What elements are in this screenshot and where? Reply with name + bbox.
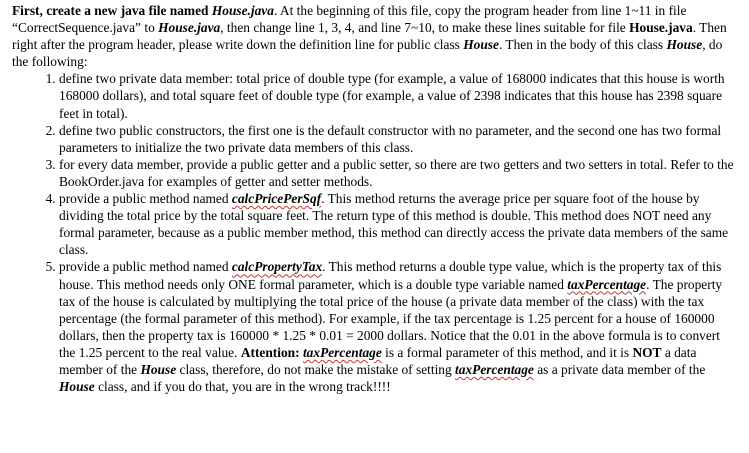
item-text: class, therefore, do not make the mistake of setting	[176, 361, 456, 377]
intro-text-5: . Then in the body of this class	[498, 37, 667, 53]
list-item	[59, 156, 739, 190]
item-text: as a private data member of the	[533, 361, 706, 377]
class-name: House	[140, 361, 177, 377]
list-item	[59, 190, 739, 258]
item-text: . This method returns the average price per square foot of the house by dividing the total price by the total square feet. The return type of this method is double. This method does NOT need any formal parameter, because as a public member method, this method can directly access the private data members of the same class.	[59, 191, 729, 258]
intro-filename: House.java	[158, 20, 221, 36]
instruction-list	[12, 70, 739, 395]
method-name: calcPropertyTax	[231, 259, 323, 275]
list-item	[59, 70, 739, 121]
intro-classname: House	[666, 37, 703, 53]
intro-text-3: , then change line 1, 3, 4, and line 7~10, to make these lines suitable for file	[220, 20, 630, 36]
item-text: define two public constructors, the first one is the default constructor with no parameter, and the second one has two formal parameters to initialize the two private data members of this class.	[59, 122, 722, 155]
intro-lead	[12, 3, 274, 18]
intro-text-6: , do the following:	[12, 37, 723, 70]
parameter-name: taxPercentage	[455, 361, 534, 377]
item-text: for every data member, provide a public getter and a public setter, so there are two getters and two setters in total. Refer to the BookOrder.java for examples of getter and setter methods.	[59, 156, 734, 189]
item-text: define two private data member: total price of double type (for example, a value of 168000 indicates that this house is worth 168000 dollars), and total square feet of double type (for example, a value of 2398 indicates that this house has 2398 square feet in total).	[59, 71, 725, 121]
item-text: . The property tax of the house is calculated by multiplying the total price of the house (a private data member of the class) with the tax percentage (the formal parameter of this method). For example, if the tax percentage is 1.25 percent for a house of 160000 dollars, then the property tax is 160000 * 1.25 * 0.01 = 2000 dollars. Notice that the 0.01 in the above formula is to convert the 1.25 percent to the real value.	[59, 276, 723, 360]
emphasis-not: NOT	[632, 344, 662, 360]
intro-paragraph	[12, 2, 739, 70]
item-text: . This method returns a double type value, which is the property tax of this house. This method needs only ONE formal parameter, which is a double type variable named	[59, 259, 722, 292]
class-name: House	[59, 379, 95, 395]
intro-filename: House.java	[629, 20, 693, 36]
item-text: provide a public method named	[59, 191, 232, 207]
intro-filename: House.java	[211, 3, 274, 18]
intro-text-4: . Then right after the program header, please write down the definition line for public class	[12, 20, 727, 53]
attention-label: Attention:	[240, 344, 300, 360]
item-text: provide a public method named	[59, 259, 232, 275]
item-text: class, and if you do that, you are in the wrong track!!!!	[94, 379, 391, 395]
intro-classname: House	[463, 37, 499, 53]
list-item	[59, 122, 739, 156]
parameter-name: taxPercentage	[567, 276, 647, 292]
item-text: is a formal parameter of this method, and it is	[381, 344, 633, 360]
intro-text-2: . At the beginning of this file, copy the program header from line 1~11 in file “CorrectSequence.java” to	[12, 3, 687, 36]
intro-text-1: First, create a new java file named	[12, 3, 212, 18]
item-text: a data member of the	[59, 344, 697, 377]
list-item	[59, 258, 739, 395]
method-name: calcPricePerSqf	[231, 191, 322, 207]
parameter-name: taxPercentage	[302, 344, 382, 360]
